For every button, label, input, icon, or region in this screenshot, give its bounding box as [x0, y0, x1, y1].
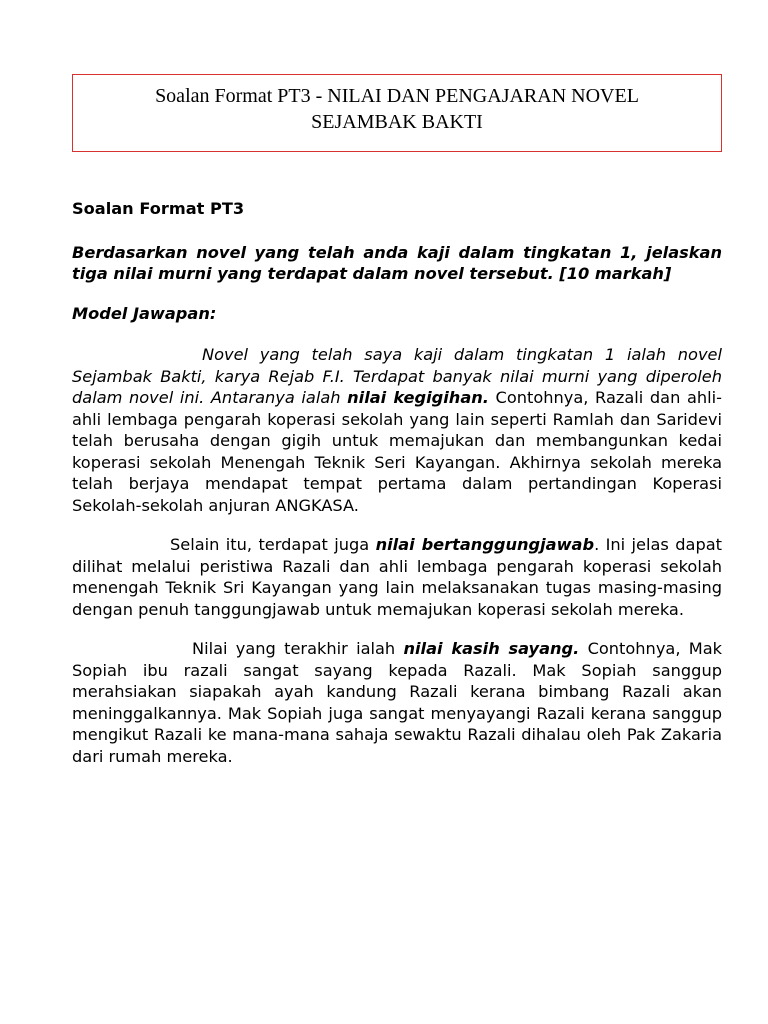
title-line-1: Soalan Format PT3 - NILAI DAN PENGAJARAN NOVEL — [155, 85, 639, 107]
para1-text-b: Contohnya, Razali dan ahli-ahli lembaga pengarah koperasi sekolah yang lain seperti Ramlah dan Saridevi telah berusaha dengan gigih untuk memajukan dan membangunkan kedai koperasi sekolah Menengah Teknik Seri Kayangan. Akhirnya sekolah mereka telah berjaya mendapat tempat pertama dalam pertandingan Koperasi Sekolah-sekolah anjuran ANGKASA. — [72, 388, 723, 515]
para1-keyword: nilai kegigihan. — [347, 388, 489, 407]
title-box — [72, 74, 722, 152]
para1-text-a: Novel yang telah saya kaji dalam tingkatan 1 ialah novel Sejambak Bakti, karya Rejab F.I. Terdapat banyak nilai murni yang diperoleh dalam novel ini. Antaranya ialah — [72, 345, 722, 407]
answer-paragraph-2 — [72, 534, 722, 620]
answer-paragraph-1 — [72, 344, 722, 516]
model-answer-label: Model Jawapan: — [72, 303, 217, 323]
document-body — [72, 198, 722, 785]
para3-text-b: Contohnya, Mak Sopiah ibu razali sangat sayang kepada Razali. Mak Sopiah sanggup merahsiakan siapakah ayah kandung Razali kerana bimbang Razali akan meninggalkannya. Mak Sopiah juga sangat menyayangi Razali kerana sanggup mengikut Razali ke mana-mana sahaja sewaktu Razali dihalau oleh Pak Zakaria dari rumah mereka. — [72, 639, 723, 766]
para2-keyword: nilai bertanggungjawab — [375, 535, 595, 554]
para2-text-b: . Ini jelas dapat dilihat melalui peristiwa Razali dan ahli lembaga pengarah koperasi sekolah menengah Teknik Sri Kayangan yang lain melaksanakan tugas masing-masing dengan penuh tanggungjawab untuk memajukan koperasi sekolah mereka. — [72, 535, 722, 619]
para3-text-a: Nilai yang terakhir ialah — [192, 639, 404, 658]
answer-paragraph-3 — [72, 638, 722, 767]
title-line-2: SEJAMBAK BAKTI — [311, 111, 483, 133]
question-text: Berdasarkan novel yang telah anda kaji dalam tingkatan 1, jelaskan tiga nilai murni yang terdapat dalam novel tersebut. [10 markah] — [72, 242, 722, 283]
para3-keyword: nilai kasih sayang. — [403, 639, 580, 658]
para2-text-a: Selain itu, terdapat juga — [170, 535, 376, 554]
section-heading: Soalan Format PT3 — [72, 199, 245, 218]
